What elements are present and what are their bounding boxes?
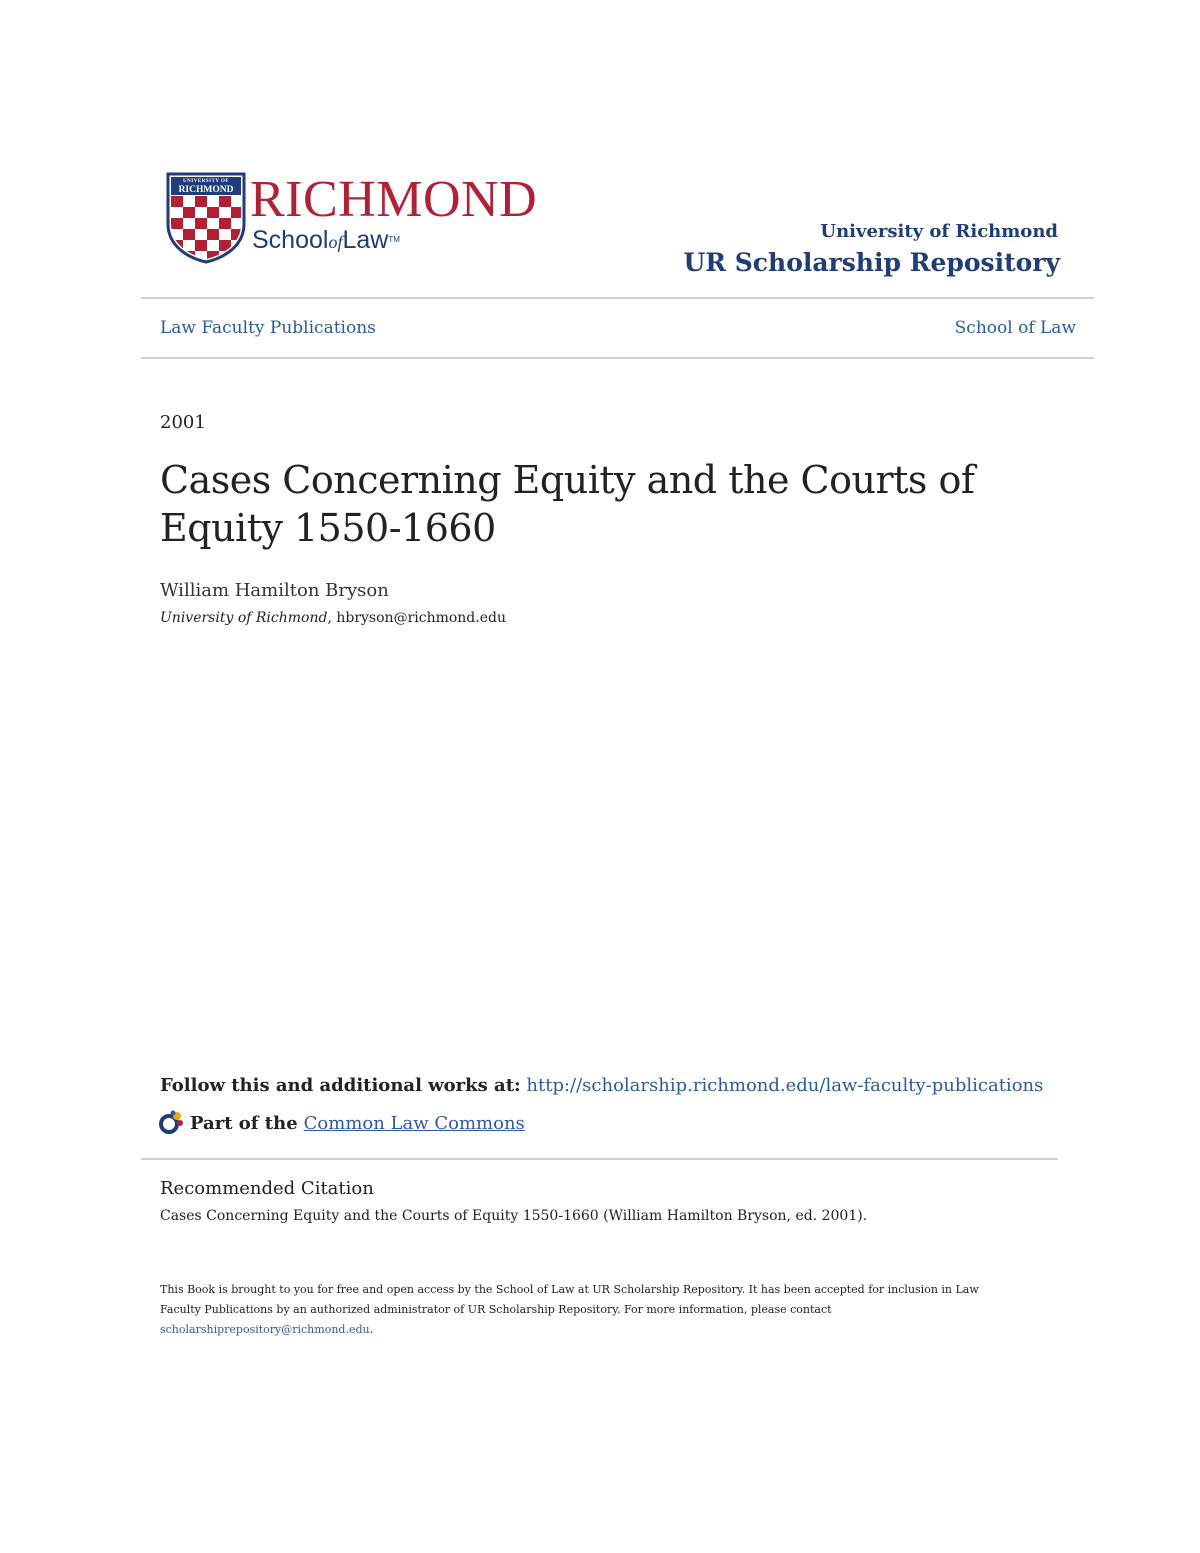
citation-heading: Recommended Citation xyxy=(160,1178,374,1199)
notice-text: This Book is brought to you for free and open access by the School of Law at UR Scholarship Repository. It has been accepted for inclusion in Law Faculty Publications by an authorized administrator of UR Scholarship Repository. For more information, please contact xyxy=(160,1283,979,1316)
logo-wordmark: RICHMOND xyxy=(250,171,538,228)
richmond-law-logo xyxy=(166,172,576,268)
repository-name[interactable]: UR Scholarship Repository xyxy=(683,248,1060,277)
bepress-network-icon xyxy=(158,1109,186,1137)
law-faculty-publications-link[interactable]: Law Faculty Publications xyxy=(160,318,376,338)
common-law-commons-link[interactable]: Common Law Commons xyxy=(303,1112,525,1134)
notice-end: . xyxy=(369,1323,374,1336)
header-divider-top xyxy=(141,297,1094,299)
collection-url-link[interactable]: http://scholarship.richmond.edu/law-faculty-publications xyxy=(526,1075,1044,1096)
author-affiliation xyxy=(160,610,506,626)
publication-year: 2001 xyxy=(160,412,206,433)
school-of-law-link[interactable]: School of Law xyxy=(954,318,1076,338)
logo-school: School xyxy=(252,226,329,254)
logo-school-of-law xyxy=(252,226,400,256)
repository-university[interactable]: University of Richmond xyxy=(820,221,1058,242)
logo-of: of xyxy=(328,232,343,252)
header-divider-bottom xyxy=(141,357,1094,359)
part-of-label: Part of the xyxy=(190,1112,298,1134)
document-title: Cases Concerning Equity and the Courts of Equity 1550-1660 xyxy=(160,458,975,550)
logo-trademark: TM xyxy=(388,235,400,244)
affiliation-email: , hbryson@richmond.edu xyxy=(327,610,506,626)
logo-university-of: UNIVERSITY OF xyxy=(183,179,229,184)
logo-university-name: RICHMOND xyxy=(178,185,234,195)
citation-text: Cases Concerning Equity and the Courts of Equity 1550-1660 (William Hamilton Bryson, ed. 2001). xyxy=(160,1208,868,1224)
follow-label: Follow this and additional works at: xyxy=(160,1075,521,1096)
footer-divider xyxy=(141,1158,1058,1160)
part-of-line xyxy=(158,1109,525,1137)
access-notice xyxy=(160,1280,1020,1340)
affiliation-institution: University of Richmond xyxy=(160,610,328,626)
author-name: William Hamilton Bryson xyxy=(160,580,389,601)
logo-law: Law xyxy=(342,226,389,254)
repository-email-link[interactable]: scholarshiprepository@richmond.edu xyxy=(160,1323,370,1336)
follow-line xyxy=(160,1075,1043,1096)
